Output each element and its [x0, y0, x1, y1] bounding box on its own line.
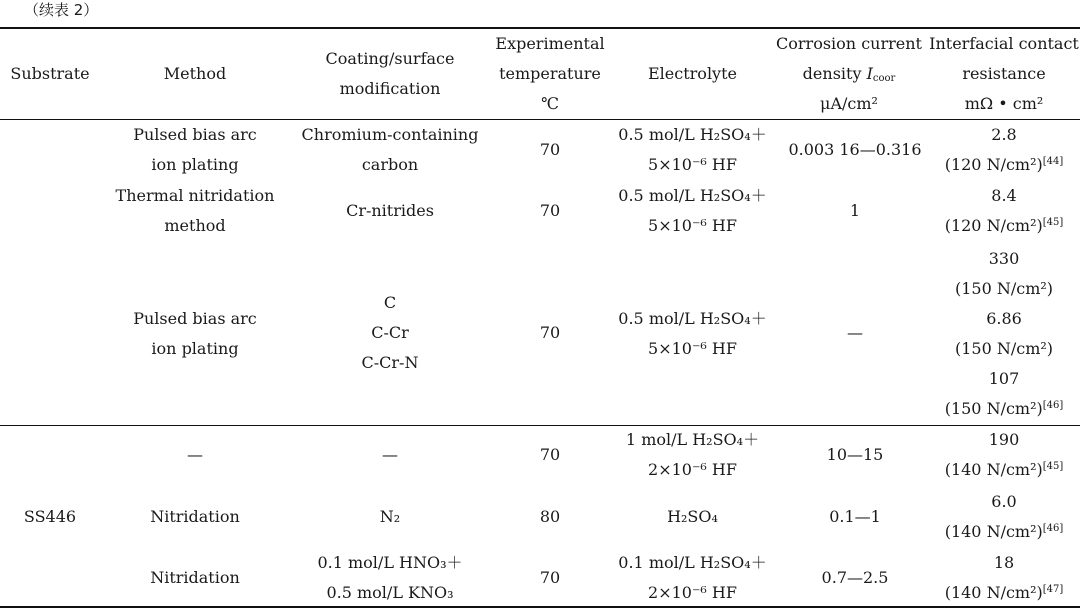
table-continuation-caption: （续表 2）: [24, 1, 99, 19]
row1-resistance: 2.8 (120 N/cm²)[44]: [944, 125, 1064, 174]
row1-corrosion: 0.003 16—0.316: [788, 140, 922, 159]
row5-electrolyte: H₂SO₄: [667, 507, 718, 526]
row3-resistance: 330 (150 N/cm²) 6.86 (150 N/cm²) 107 (150 N/cm²)[46]: [944, 249, 1064, 418]
row5-resistance: 6.0 (140 N/cm²)[46]: [944, 492, 1064, 541]
row6-corrosion: 0.7—2.5: [821, 568, 889, 587]
row3-corrosion: —: [847, 323, 863, 342]
row1-electrolyte: 0.5 mol/L H₂SO₄＋ 5×10⁻⁶ HF: [618, 125, 767, 174]
row2-coating: Cr-nitrides: [346, 201, 434, 220]
row6-electrolyte: 0.1 mol/L H₂SO₄＋ 2×10⁻⁶ HF: [618, 553, 767, 602]
row4-resistance: 190 (140 N/cm²)[45]: [944, 430, 1064, 479]
row2-resistance: 8.4 (120 N/cm²)[45]: [944, 186, 1064, 235]
row5-temperature: 80: [539, 507, 561, 526]
row2-corrosion: 1: [849, 201, 861, 220]
row6-resistance: 18 (140 N/cm²)[47]: [944, 553, 1064, 602]
header-corrosion: Corrosion current density $I_{coor}$ μA/cm²: [776, 34, 922, 113]
row3-electrolyte: 0.5 mol/L H₂SO₄＋ 5×10⁻⁶ HF: [618, 309, 767, 358]
row6-coating: 0.1 mol/L HNO₃＋ 0.5 mol/L KNO₃: [317, 553, 463, 602]
row1-method: Pulsed bias arc ion plating: [133, 125, 257, 174]
row3-coating: C C-Cr C-Cr-N: [361, 293, 419, 372]
row6-method: Nitridation: [150, 568, 240, 587]
row1-temperature: 70: [539, 140, 561, 159]
row5-substrate: SS446: [23, 507, 77, 526]
header-electrolyte: Electrolyte: [648, 64, 737, 83]
group-separator-rule: [0, 425, 1080, 426]
header-method: Method: [163, 64, 227, 83]
row2-method: Thermal nitridation method: [115, 186, 275, 235]
header-resistance: Interfacial contact resistance mΩ • cm²: [929, 34, 1079, 113]
row5-method: Nitridation: [150, 507, 240, 526]
row4-temperature: 70: [539, 445, 561, 464]
row4-method: —: [187, 445, 203, 464]
row1-coating: Chromium-containing carbon: [301, 125, 479, 174]
row2-electrolyte: 0.5 mol/L H₂SO₄＋ 5×10⁻⁶ HF: [618, 186, 767, 235]
row6-temperature: 70: [539, 568, 561, 587]
row4-corrosion: 10—15: [826, 445, 884, 464]
row5-corrosion: 0.1—1: [829, 507, 881, 526]
table-bottom-rule: [0, 606, 1080, 608]
row3-temperature: 70: [539, 323, 561, 342]
header-substrate: Substrate: [10, 64, 90, 83]
row4-electrolyte: 1 mol/L H₂SO₄＋ 2×10⁻⁶ HF: [625, 430, 760, 479]
row2-temperature: 70: [539, 201, 561, 220]
header-coating: Coating/surface modification: [325, 49, 455, 98]
header-temperature: Experimental temperature ℃: [495, 34, 605, 113]
row4-coating: —: [382, 445, 398, 464]
row5-coating: N₂: [379, 507, 401, 526]
row3-method: Pulsed bias arc ion plating: [133, 309, 257, 358]
